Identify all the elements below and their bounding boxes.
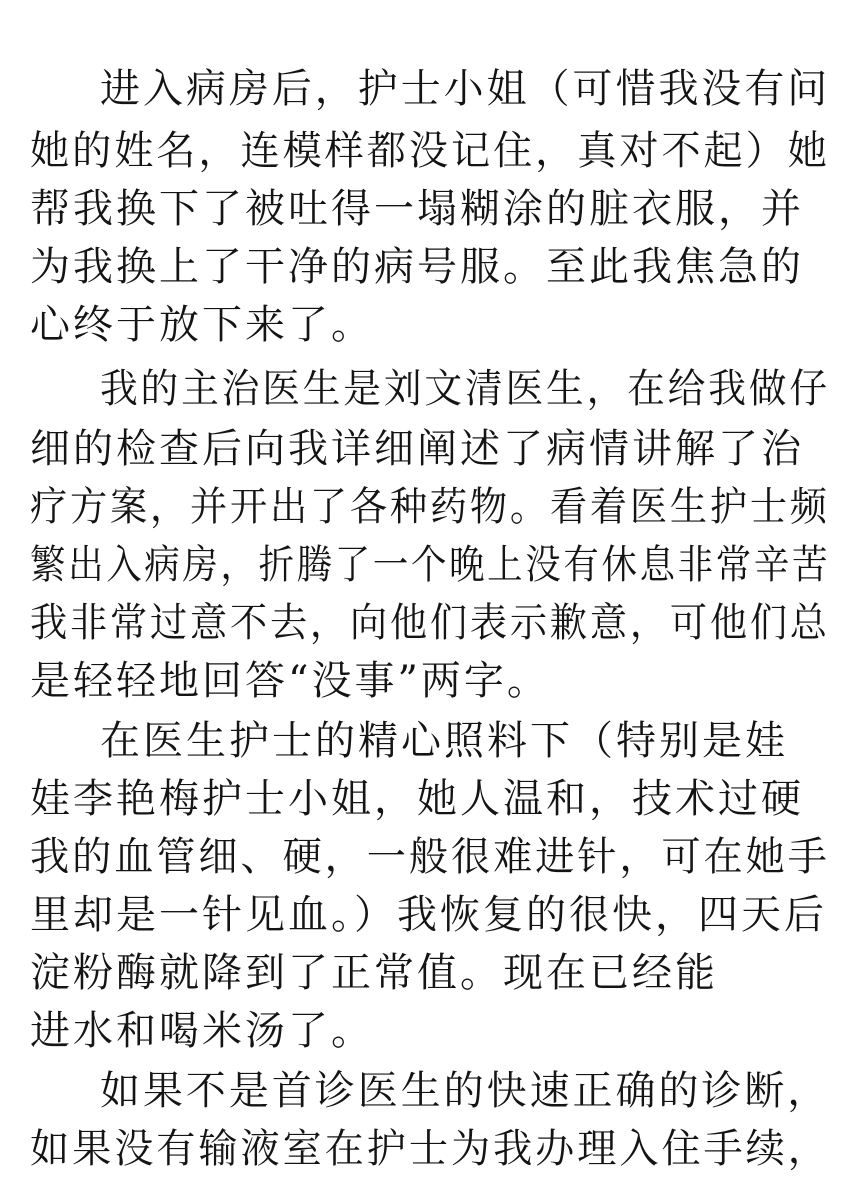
text-line: 疗方案，并开出了各种药物。看着医生护士频	[30, 484, 830, 530]
text-line: 如果没有输液室在护士为我办理入住手续，	[30, 1126, 830, 1172]
text-line: 繁出入病房，折腾了一个晚上没有休息非常辛苦	[30, 542, 831, 588]
text-line: 娃李艳梅护士小姐，她人温和，技术过硬	[30, 776, 804, 822]
text-line: 我的血管细、硬，一般很难进针，可在她手	[30, 834, 830, 880]
text-line: 帮我换下了被吐得一塌糊涂的脏衣服，并	[30, 186, 804, 232]
text-line: 为我换上了干净的病号服。至此我焦急的	[30, 244, 804, 290]
text-line: 她的姓名，连模样都没记住，真对不起）她	[30, 128, 830, 174]
text-line: 淀粉酶就降到了正常值。现在已经能	[30, 950, 718, 996]
text-line: 心终于放下来了。	[30, 302, 374, 348]
text-line: 进水和喝米汤了。	[30, 1008, 374, 1054]
text-line: 我的主治医生是刘文清医生，在给我做仔	[100, 366, 830, 412]
text-line: 进入病房后，护士小姐（可惜我没有问	[100, 66, 831, 112]
text-line: 里却是一针见血。）我恢复的很快，四天后	[30, 892, 827, 938]
text-line: 是轻轻地回答“没事”两字。	[30, 658, 550, 704]
text-line: 细的检查后向我详细阐述了病情讲解了治	[30, 426, 804, 472]
text-line: 在医生护士的精心照料下（特别是娃	[100, 718, 788, 764]
text-line: 如果不是首诊医生的快速正确的诊断，	[100, 1068, 831, 1114]
text-line: 我非常过意不去，向他们表示歉意，可他们总	[30, 600, 830, 646]
